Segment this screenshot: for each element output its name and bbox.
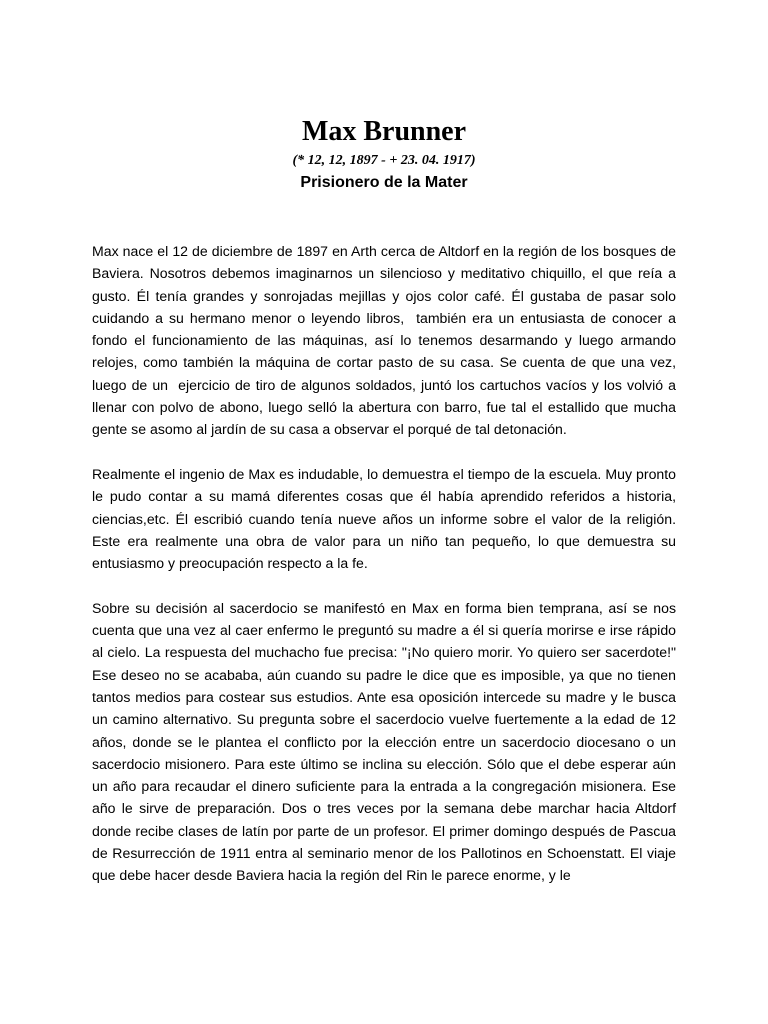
paragraph-1: Max nace el 12 de diciembre de 1897 en Arth cerca de Altdorf en la región de los bosques de Baviera. Nosotros debemos imaginarnos un silencioso y meditativo chiquillo, el que reía a gusto. Él tenía grandes y sonrojadas mejillas y ojos color café. Él gustaba de pasar solo cuidando a su hermano menor o leyendo libros, también era un entusiasta de conocer a fondo el funcionamiento de las máquinas, así lo tenemos desarmando y luego armando relojes, como también la máquina de cortar pasto de su casa. Se cuenta de que una vez, luego de un ejercicio de tiro de algunos soldados, juntó los cartuchos vacíos y los volvió a llenar con polvo de abono, luego selló la abertura con barro, fue tal el estallido que mucha gente se asomo al jardín de su casa a observar el porqué de tal detonación.: [92, 243, 680, 438]
paragraph-3: Sobre su decisión al sacerdocio se manifestó en Max en forma bien temprana, así se nos cuenta que una vez al caer enfermo le preguntó su madre a él si quería morirse e irse rápido al cielo. La respuesta del muchacho fue precisa: "¡No quiero morir. Yo quiero ser sacerdote!" Ese deseo no se acababa, aún cuando su padre le dice que es imposible, ya que no tienen tantos medios para costear sus estudios. Ante esa oposición intercede su madre y le busca un camino alternativo. Su pregunta sobre el sacerdocio vuelve fuertemente a la edad de 12 años, donde se le plantea el conflicto por la elección entre un sacerdocio diocesano o un sacerdocio misionero. Para este último se inclina su elección. Sólo que el debe esperar aún un año para recaudar el dinero suficiente para la entrada a la congregación misionera. Ese año le sirve de preparación. Dos o tres veces por la semana debe marchar hacia Altdorf donde recibe clases de latín por parte de un profesor. El primer domingo después de Pascua de Resurrección de 1911 entra al seminario menor de los Pallotinos en Schoenstatt. El viaje que debe hacer desde Baviera hacia la región del Rin le parece enorme, y le: [92, 599, 684, 884]
document-title: Max Brunner: [301, 116, 467, 147]
document-subtitle: Prisionero de la Mater: [300, 174, 468, 191]
paragraph-2: Realmente el ingenio de Max es indudable, lo demuestra el tiempo de la escuela. Muy pronto le pudo contar a su mamá diferentes cosas que él había aprendido referidos a historia, ciencias,etc. Él escribió cuando tenía nueve años un informe sobre el valor de la religión. Este era realmente una obra de valor para un niño tan pequeño, lo que demuestra su entusiasmo y preocupación respecto a la fe.: [92, 465, 680, 572]
body-text: [92, 240, 684, 909]
life-dates: (* 12, 12, 1897 - + 23. 04. 1917): [292, 153, 476, 168]
